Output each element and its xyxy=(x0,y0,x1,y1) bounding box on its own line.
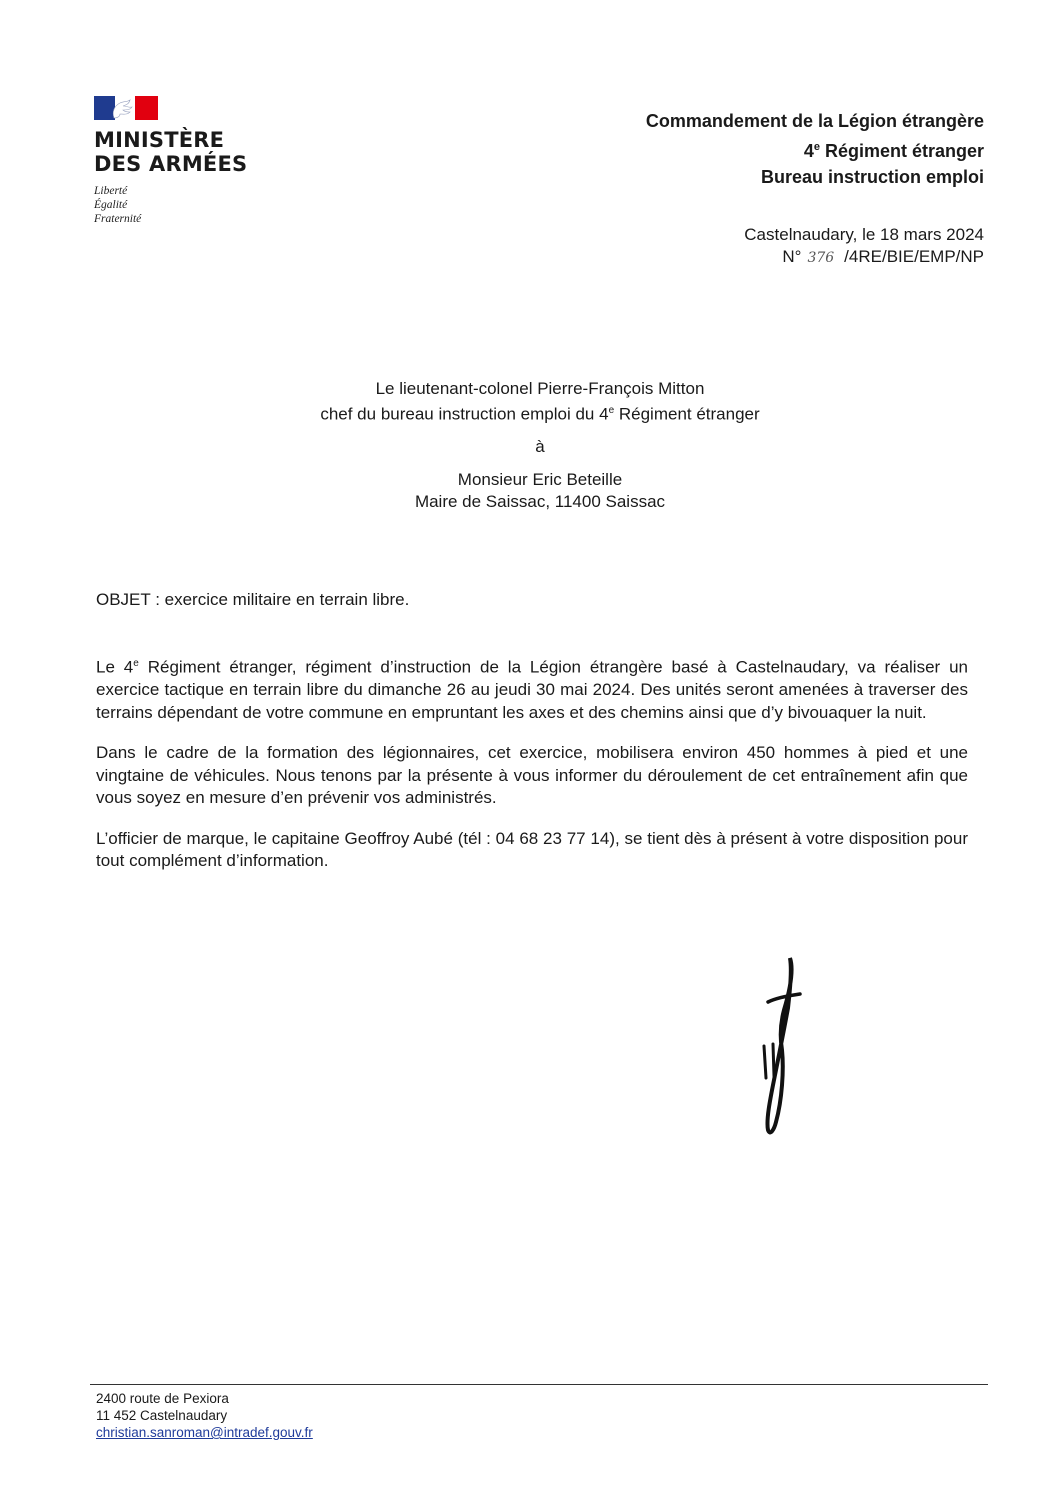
reference-handwritten-number: 376 xyxy=(807,250,835,266)
letter-reference xyxy=(782,246,984,269)
handwritten-signature xyxy=(740,950,820,1145)
motto-fraternite: Fraternité xyxy=(94,213,142,225)
body-paragraph-1 xyxy=(96,653,968,724)
sender-title-part1: chef du bureau instruction emploi du 4 xyxy=(320,404,609,424)
footer-city: 11 452 Castelnaudary xyxy=(96,1408,228,1423)
body-paragraph-2: Dans le cadre de la formation des légionnaires, cet exercice, mobilisera environ 450 hommes à pied et une vingtaine de véhicules. Nous tenons par la présente à vous informer du déroulement de cet entraînement afin que vous soyez en mesure d’en prévenir vos administrés. xyxy=(96,743,968,808)
ministry-line-2: DES ARMÉES xyxy=(94,152,248,176)
reference-prefix: N° xyxy=(782,247,802,266)
issuer-regiment xyxy=(646,134,984,164)
footer-address xyxy=(96,1390,313,1441)
to-word: à xyxy=(535,437,545,456)
recipient-block xyxy=(0,469,1058,513)
sender-title-ordinal: e xyxy=(608,405,615,416)
footer-email-link[interactable]: christian.sanroman@intradef.gouv.fr xyxy=(96,1425,313,1440)
p1-start: Le 4 xyxy=(96,657,134,677)
sender-title xyxy=(0,400,1058,426)
republic-motto xyxy=(94,184,264,226)
reference-suffix: /4RE/BIE/EMP/NP xyxy=(844,247,984,266)
motto-liberte: Liberté xyxy=(94,185,128,197)
p1-rest: Régiment étranger, régiment d’instruction de la Légion étrangère basé à Castelnaudary, va réaliser un exercice tactique en terrain libre du dimanche 26 au jeudi 30 mai 2024. Des unités seront amenées à traverser des terrains dépendant de votre commune en empruntant les axes et des chemins ainsi que d’y bivouaquer la nuit. xyxy=(96,657,968,722)
sender-name: Le lieutenant-colonel Pierre-François Mitton xyxy=(375,379,705,398)
recipient-address: Maire de Saissac, 11400 Saissac xyxy=(414,492,666,511)
p1-ordinal: e xyxy=(133,658,139,669)
ministry-name xyxy=(94,128,264,176)
recipient-name: Monsieur Eric Beteille xyxy=(457,470,623,489)
ministry-logo xyxy=(94,96,264,226)
letter-date: Castelnaudary, le 18 mars 2024 xyxy=(744,225,984,244)
issuer-header xyxy=(646,108,984,190)
motto-egalite: Égalité xyxy=(94,199,128,211)
regiment-ordinal: e xyxy=(813,141,820,153)
sender-title-part2: Régiment étranger xyxy=(614,404,760,424)
date-reference-block xyxy=(744,224,984,269)
ministry-line-1: MINISTÈRE xyxy=(94,128,225,152)
sender-block xyxy=(0,378,1058,426)
body-paragraph-3: L’officier de marque, le capitaine Geoffroy Aubé (tél : 04 68 23 77 14), se tient dès à présent à votre disposition pour tout complément d’information. xyxy=(96,828,968,871)
footer-street: 2400 route de Pexiora xyxy=(96,1391,229,1406)
issuer-bureau: Bureau instruction emploi xyxy=(760,167,984,187)
regiment-name: Régiment étranger xyxy=(819,141,984,161)
regiment-number: 4 xyxy=(803,141,814,161)
marianne-flag-icon xyxy=(94,96,158,120)
issuer-command: Commandement de la Légion étrangère xyxy=(645,111,984,131)
letter-subject: OBJET : exercice militaire en terrain libre. xyxy=(96,590,410,609)
footer-divider xyxy=(90,1384,988,1385)
letter-body xyxy=(96,653,968,891)
